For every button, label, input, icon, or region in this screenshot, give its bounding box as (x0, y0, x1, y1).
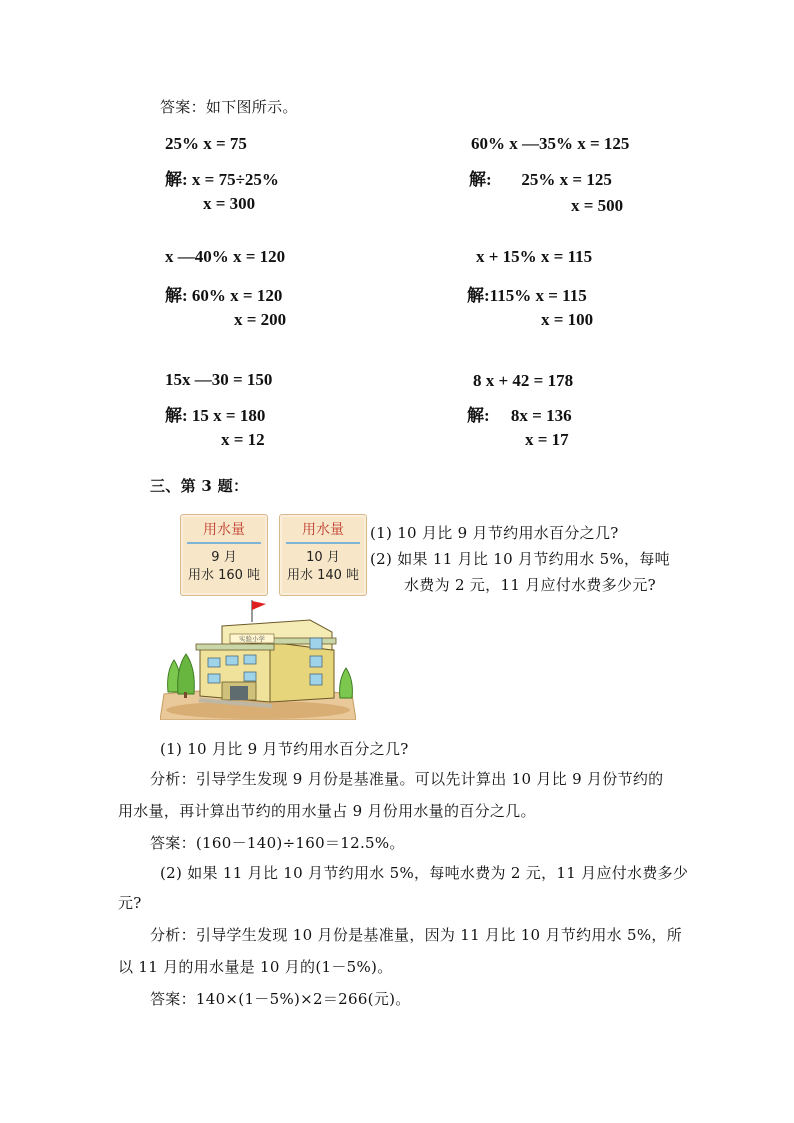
figure-question-1: (1) 10 月比 9 月节约用水百分之几? (370, 524, 619, 542)
card-divider (286, 542, 360, 544)
card-body (181, 549, 267, 585)
section3-title: 三、第 3 题： (150, 477, 249, 495)
card-usage: 用水 140 吨 (286, 568, 360, 583)
solution-answer1: 答案：(160－140)÷160＝12.5%。 (150, 834, 405, 852)
card-divider (187, 542, 261, 544)
eq4-line3: x = 100 (541, 310, 594, 329)
school-illustration (160, 598, 356, 720)
eq1-line2: 解: x = 75÷25% (165, 170, 279, 189)
eq1-line3: x = 300 (203, 194, 256, 213)
water-card-october (279, 514, 367, 596)
tree-icon (168, 654, 195, 698)
eq3-line3: x = 200 (234, 310, 287, 329)
eq5-line2: 解: 15 x = 180 (165, 406, 266, 425)
eq6-line3: x = 17 (525, 430, 569, 449)
solution-q2-line2: 元? (118, 894, 142, 912)
eq5-line3: x = 12 (221, 430, 265, 449)
solution-a2-line1: 分析：引导学生发现 10 月份是基准量，因为 11 月比 10 月节约用水 5%，所 (150, 926, 683, 944)
eq4-line1: x + 15% x = 115 (476, 247, 593, 266)
card-head: 用水量 (302, 522, 344, 538)
eq1-line1: 25% x = 75 (165, 134, 247, 153)
eq5-line1: 15x —30 = 150 (165, 370, 273, 389)
eq6-line2: 解: 8x = 136 (467, 406, 572, 425)
solution-a1-line1: 分析：引导学生发现 9 月份是基准量。可以先计算出 10 月比 9 月份节约的 (150, 770, 664, 788)
card-month: 10 月 (306, 550, 340, 565)
eq2-line2: 解: 25% x = 125 (469, 170, 612, 189)
tree-icon (340, 668, 353, 698)
card-month: 9 月 (211, 550, 237, 565)
card-head: 用水量 (203, 522, 245, 538)
eq2-line3: x = 500 (571, 196, 624, 215)
eq2-line1: 60% x —35% x = 125 (471, 134, 630, 153)
solution-q1: (1) 10 月比 9 月节约用水百分之几? (160, 740, 409, 758)
school-sign-text: 实验小学 (239, 635, 265, 643)
eq4-line2: 解:115% x = 115 (467, 286, 587, 305)
answer-intro: 答案：如下图所示。 (160, 98, 298, 116)
solution-answer2: 答案：140×(1－5%)×2＝266(元)。 (150, 990, 411, 1008)
solution-a1-line2: 用水量，再计算出节约的用水量占 9 月份用水量的百分之几。 (118, 802, 536, 820)
solution-a2-line2: 以 11 月的用水量是 10 月的(1－5%)。 (118, 958, 393, 976)
figure-question-2-line1: (2) 如果 11 月比 10 月节约用水 5%，每吨 (370, 550, 670, 568)
figure-question-2-line2: 水费为 2 元，11 月应付水费多少元? (404, 576, 656, 594)
eq3-line2: 解: 60% x = 120 (165, 286, 283, 305)
card-body (280, 549, 366, 585)
water-card-september (180, 514, 268, 596)
solution-q2-line1: (2) 如果 11 月比 10 月节约用水 5%，每吨水费为 2 元，11 月应付水费多少 (160, 864, 689, 882)
eq3-line1: x —40% x = 120 (165, 247, 286, 266)
flag-icon (252, 600, 266, 622)
eq6-line1: 8 x + 42 = 178 (473, 371, 574, 390)
school-building-icon (196, 620, 336, 708)
card-usage: 用水 160 吨 (187, 568, 261, 583)
